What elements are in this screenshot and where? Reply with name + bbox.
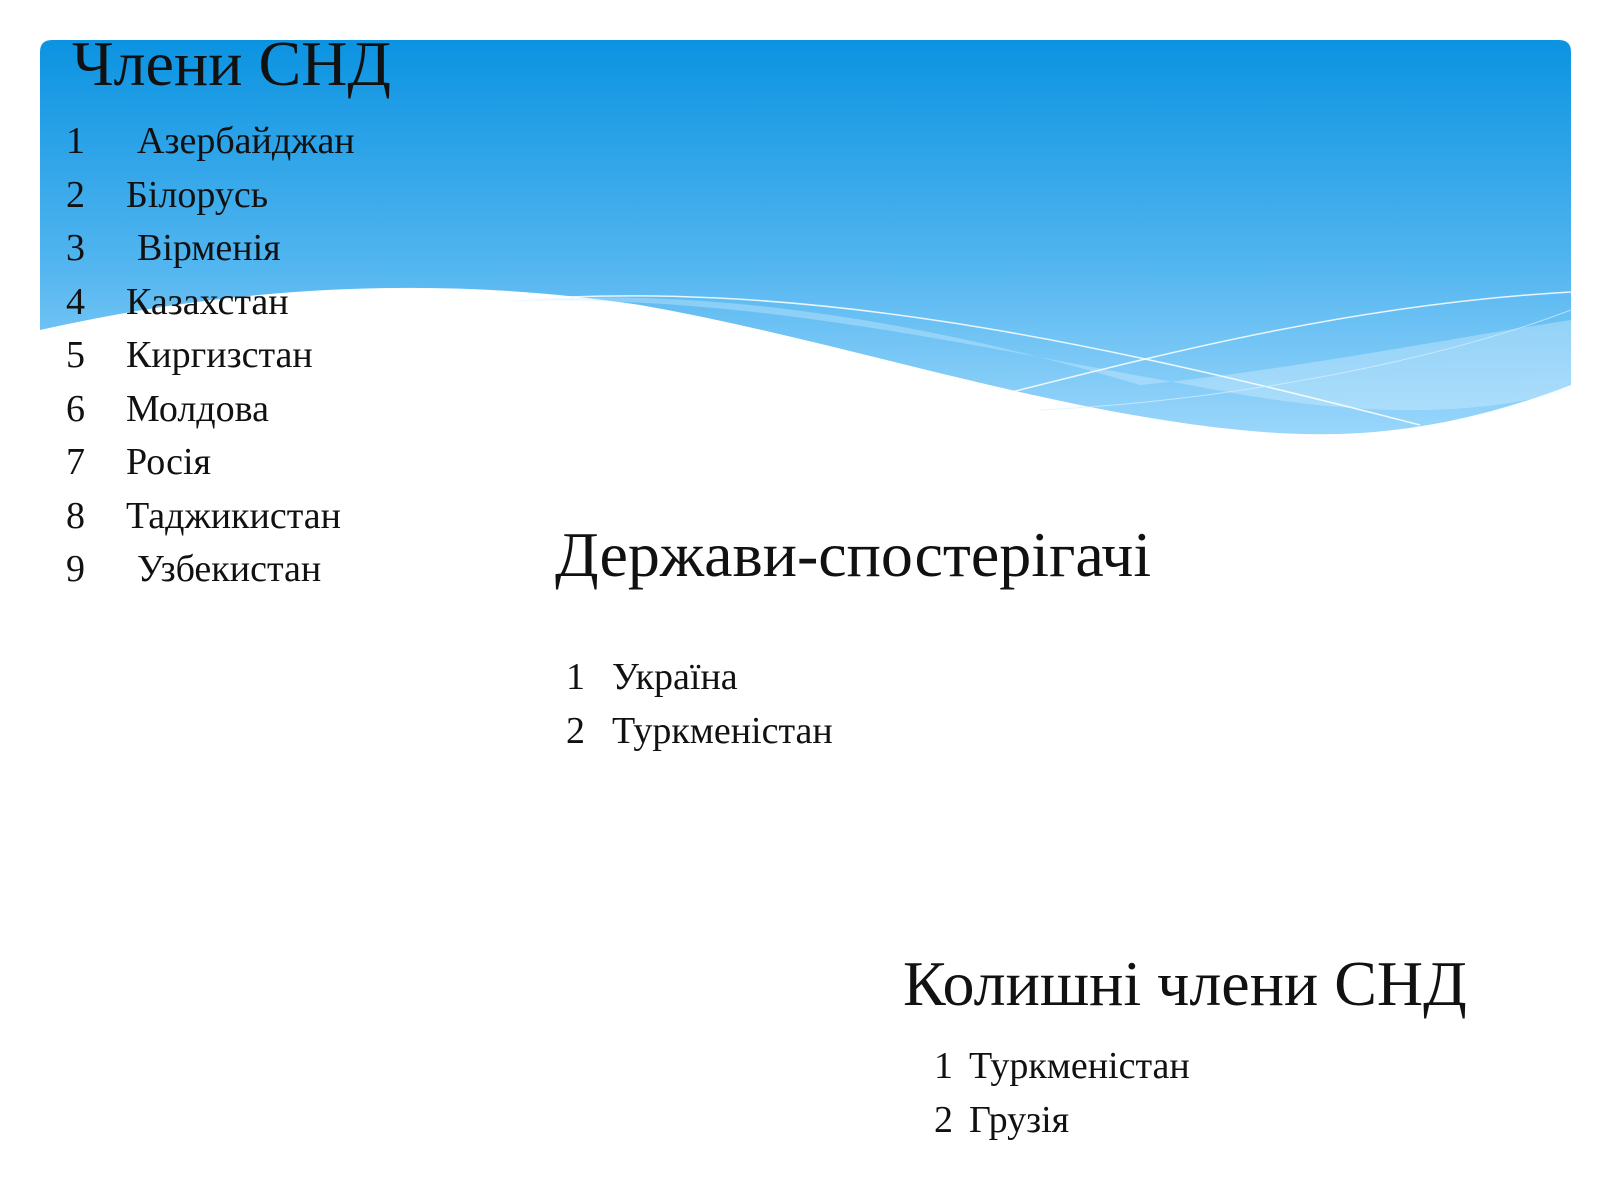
list-item (934, 1040, 1190, 1094)
item-number: 5 (66, 334, 85, 376)
list-item (66, 490, 355, 544)
observers-list (566, 651, 833, 758)
former-members-title: Колишні члени СНД (903, 948, 1467, 1019)
item-number: 7 (66, 441, 85, 483)
list-item (66, 276, 355, 330)
item-name: Туркменістан (612, 709, 833, 752)
item-number: 1 (66, 120, 85, 162)
item-number: 2 (66, 173, 85, 216)
item-number: 9 (66, 548, 85, 590)
list-item (66, 222, 355, 276)
item-name: Таджикистан (126, 494, 341, 537)
item-name: Киргизстан (126, 334, 313, 376)
observers-title: Держави-спостерігачі (555, 519, 1152, 590)
list-item (66, 543, 355, 597)
list-item (66, 115, 355, 169)
item-number: 3 (66, 227, 85, 269)
list-item (566, 705, 833, 759)
item-number: 2 (934, 1098, 953, 1141)
item-name: Вірменія (137, 227, 281, 269)
item-number: 4 (66, 280, 85, 323)
item-number: 6 (66, 387, 85, 430)
item-name: Молдова (126, 387, 269, 430)
item-name: Туркменістан (969, 1045, 1190, 1087)
item-number: 2 (566, 709, 585, 752)
item-name: Азербайджан (137, 120, 355, 162)
item-number: 1 (934, 1045, 953, 1087)
item-name: Грузія (969, 1098, 1070, 1141)
list-item (66, 436, 355, 490)
item-name: Казахстан (126, 280, 289, 323)
list-item (66, 383, 355, 437)
item-number: 8 (66, 494, 85, 537)
list-item (66, 329, 355, 383)
members-title: Члени СНД (72, 28, 391, 99)
item-name: Білорусь (126, 173, 269, 216)
former-members-list (934, 1040, 1190, 1147)
item-name: Україна (612, 656, 738, 698)
list-item (934, 1094, 1190, 1148)
item-name: Узбекистан (137, 548, 322, 590)
members-list (66, 115, 355, 597)
list-item (66, 169, 355, 223)
item-number: 1 (566, 656, 585, 698)
list-item (566, 651, 833, 705)
item-name: Росія (126, 441, 212, 483)
